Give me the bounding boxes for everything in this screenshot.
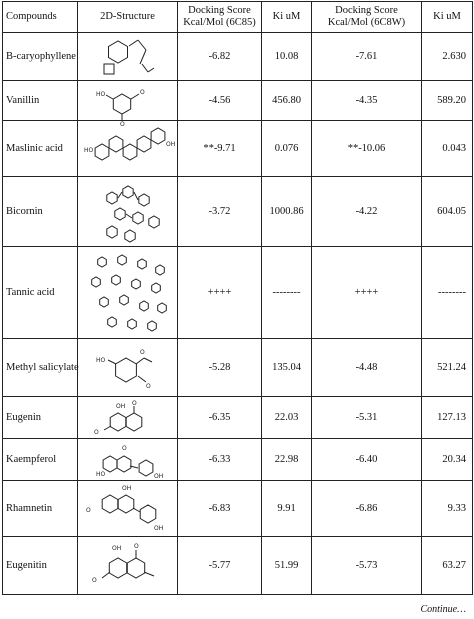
ki-6c85: 9.91 xyxy=(262,481,312,537)
svg-text:OH: OH xyxy=(165,141,175,148)
ki-6c8w: 521.24 xyxy=(422,339,473,397)
table-row xyxy=(3,33,473,81)
header-structure: 2D-Structure xyxy=(78,2,178,33)
table-row xyxy=(3,177,473,247)
table-header-row xyxy=(3,2,473,33)
svg-text:HO: HO xyxy=(83,147,93,154)
ki-6c85: 22.03 xyxy=(262,397,312,439)
header-docking-6c85-line2: Kcal/Mol (6C85) xyxy=(183,17,256,28)
header-docking-6c8w xyxy=(312,2,422,33)
table-row xyxy=(3,481,473,537)
table-row xyxy=(3,81,473,121)
svg-text:O: O xyxy=(131,400,137,407)
docking-score-6c8w: **-10.06 xyxy=(312,121,422,177)
ki-6c85: 1000.86 xyxy=(262,177,312,247)
svg-text:OH: OH xyxy=(153,473,163,480)
table-body xyxy=(3,33,473,595)
svg-text:O: O xyxy=(139,349,145,356)
ki-6c8w: 63.27 xyxy=(422,537,473,595)
svg-text:O: O xyxy=(91,577,97,584)
docking-score-6c85: -5.77 xyxy=(178,537,262,595)
ki-6c85: -------- xyxy=(262,247,312,339)
ki-6c8w: 20.34 xyxy=(422,439,473,481)
docking-score-6c8w: ++++ xyxy=(312,247,422,339)
ki-6c85: 0.076 xyxy=(262,121,312,177)
methyl-salicylate-structure-icon xyxy=(82,340,174,395)
docking-score-6c8w: -6.40 xyxy=(312,439,422,481)
docking-score-6c85: -6.83 xyxy=(178,481,262,537)
structure-cell xyxy=(78,81,178,128)
docking-score-6c85: -4.56 xyxy=(178,81,262,121)
svg-text:O: O xyxy=(139,89,145,96)
bicornin-structure-icon xyxy=(82,178,174,245)
svg-text:OH: OH xyxy=(115,403,125,410)
table-row xyxy=(3,339,473,397)
ki-6c85: 10.08 xyxy=(262,33,312,81)
kaempferol-structure-icon xyxy=(82,440,174,479)
header-docking-6c85 xyxy=(178,2,262,33)
docking-score-6c85: -6.33 xyxy=(178,439,262,481)
docking-score-6c85: -3.72 xyxy=(178,177,262,247)
docking-score-6c8w: -5.31 xyxy=(312,397,422,439)
structure-cell xyxy=(78,121,178,177)
table-row xyxy=(3,439,473,481)
structure-cell xyxy=(78,247,178,339)
header-ki-6c8w: Ki uM xyxy=(422,2,473,33)
ki-6c8w: 9.33 xyxy=(422,481,473,537)
docking-score-6c8w: -4.22 xyxy=(312,177,422,247)
vanillin-structure-icon xyxy=(82,82,174,128)
compound-name: Rhamnetin xyxy=(3,481,78,537)
compound-name: Vanillin xyxy=(3,81,78,121)
table-row xyxy=(3,121,473,177)
svg-text:OH: OH xyxy=(111,545,121,552)
maslinic-acid-structure-icon xyxy=(82,122,174,175)
ki-6c8w: 0.043 xyxy=(422,121,473,177)
docking-score-6c8w: -4.35 xyxy=(312,81,422,121)
compound-name: Kaempferol xyxy=(3,439,78,481)
structure-cell xyxy=(78,339,178,397)
continue-note: Continue… xyxy=(420,604,466,615)
docking-score-6c85: **-9.71 xyxy=(178,121,262,177)
structure-cell xyxy=(78,397,178,439)
svg-text:O: O xyxy=(133,543,139,550)
structure-cell xyxy=(78,177,178,247)
rhamnetin-structure-icon xyxy=(82,482,174,535)
docking-score-6c8w: -6.86 xyxy=(312,481,422,537)
compound-name: Methyl salicylate xyxy=(3,339,78,397)
table-row xyxy=(3,397,473,439)
eugenin-structure-icon xyxy=(82,398,174,437)
docking-score-6c85: -6.35 xyxy=(178,397,262,439)
structure-cell xyxy=(78,481,178,537)
ki-6c8w: -------- xyxy=(422,247,473,339)
ki-6c85: 51.99 xyxy=(262,537,312,595)
compound-name: Tannic acid xyxy=(3,247,78,339)
compound-name: Eugenitin xyxy=(3,537,78,595)
ki-6c8w: 2.630 xyxy=(422,33,473,81)
svg-text:O: O xyxy=(93,429,99,436)
compound-name: Eugenin xyxy=(3,397,78,439)
docking-score-6c85: -5.28 xyxy=(178,339,262,397)
table-row xyxy=(3,247,473,339)
caryophyllene-structure-icon xyxy=(82,34,174,79)
compound-name: B-caryophyllene xyxy=(3,33,78,81)
ki-6c85: 22.98 xyxy=(262,439,312,481)
svg-text:O: O xyxy=(121,445,127,452)
svg-text:O: O xyxy=(85,507,91,514)
ki-6c8w: 127.13 xyxy=(422,397,473,439)
structure-cell xyxy=(78,537,178,595)
structure-cell xyxy=(78,439,178,481)
docking-results-table xyxy=(2,1,473,595)
svg-text:O: O xyxy=(145,383,151,390)
header-docking-6c8w-line2: Kcal/Mol (6C8W) xyxy=(327,17,406,28)
tannic-acid-structure-icon xyxy=(82,248,174,337)
table-row xyxy=(3,537,473,595)
compound-name: Maslinic acid xyxy=(3,121,78,177)
header-docking-6c8w-line1: Docking Score xyxy=(335,5,398,16)
docking-score-6c8w: -4.48 xyxy=(312,339,422,397)
docking-score-6c85: ++++ xyxy=(178,247,262,339)
svg-text:HO: HO xyxy=(95,357,105,364)
eugenitin-structure-icon xyxy=(82,538,174,593)
compound-name: Bicornin xyxy=(3,177,78,247)
docking-score-6c8w: -7.61 xyxy=(312,33,422,81)
header-ki-6c85: Ki uM xyxy=(262,2,312,33)
docking-score-6c85: -6.82 xyxy=(178,33,262,81)
svg-text:OH: OH xyxy=(153,525,163,532)
header-docking-6c85-line1: Docking Score xyxy=(188,5,251,16)
svg-text:O: O xyxy=(119,121,125,128)
svg-text:HO: HO xyxy=(95,91,105,98)
ki-6c85: 456.80 xyxy=(262,81,312,121)
structure-cell xyxy=(78,33,178,81)
svg-text:HO: HO xyxy=(95,471,105,478)
svg-text:OH: OH xyxy=(121,485,131,492)
ki-6c85: 135.04 xyxy=(262,339,312,397)
ki-6c8w: 589.20 xyxy=(422,81,473,121)
ki-6c8w: 604.05 xyxy=(422,177,473,247)
header-compounds: Compounds xyxy=(3,2,78,33)
docking-score-6c8w: -5.73 xyxy=(312,537,422,595)
